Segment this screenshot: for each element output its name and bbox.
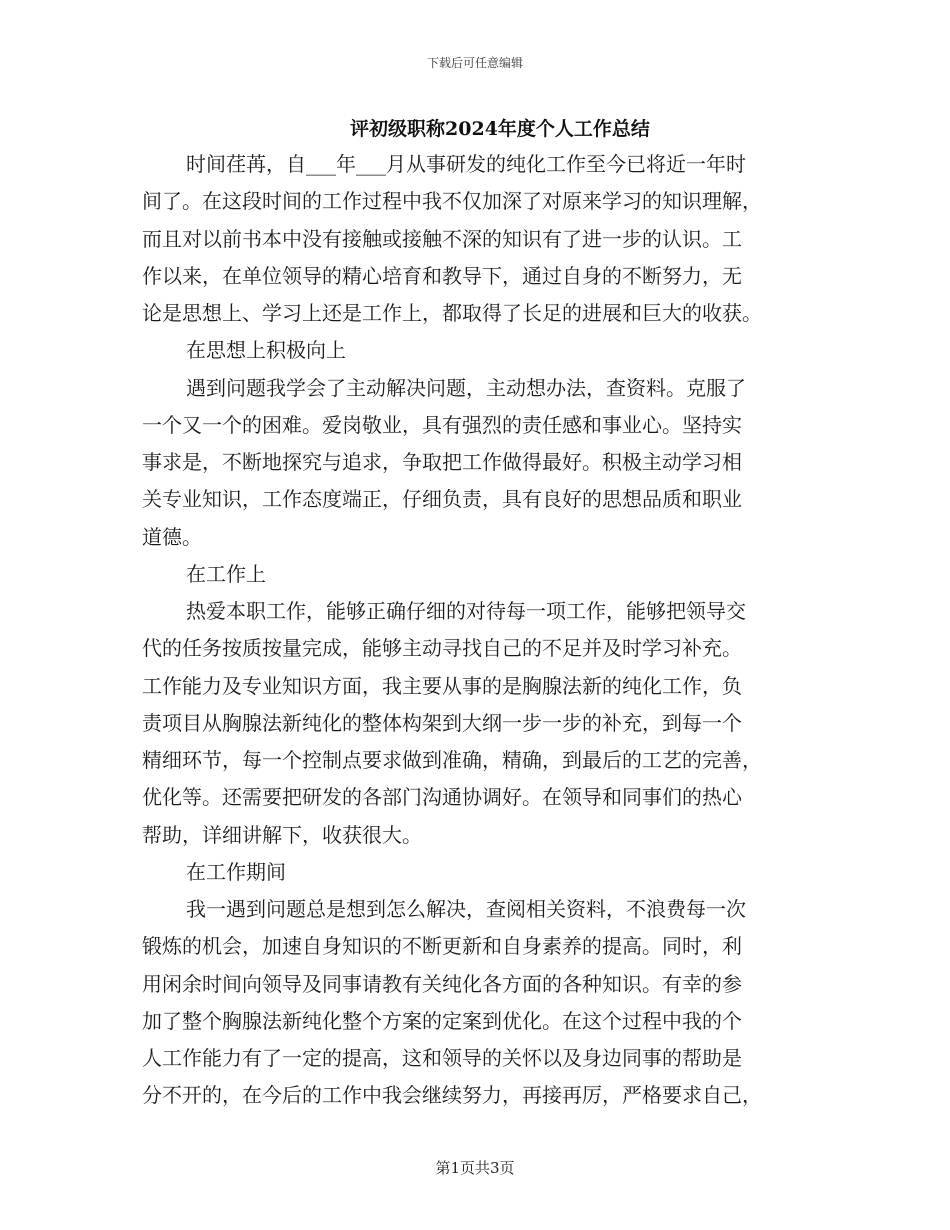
body-line: 道德。 — [142, 524, 202, 549]
body-line: 精细环节，每一个控制点要求做到准确，精确，到最后的工艺的完善， — [142, 748, 762, 772]
body-line: 时间荏苒，自___年___月从事研发的纯化工作至今已将近一年时 — [186, 152, 746, 176]
body-line: 间了。在这段时间的工作过程中我不仅加深了对原来学习的知识理解， — [142, 189, 762, 214]
page-number: 第1页共3页 — [435, 1159, 515, 1177]
body-line: 责项目从胸腺法新纯化的整体构架到大纲一步一步的补充，到每一个 — [142, 710, 742, 735]
body-line: 锻炼的机会，加速自身知识的不断更新和自身素养的提高。同时，利 — [142, 934, 742, 959]
body-line: 一个又一个的困难。爱岗敬业，具有强烈的责任感和事业心。坚持实 — [142, 412, 742, 437]
body-line: 代的任务按质按量完成，能够主动寻找自己的不足并及时学习补充。 — [142, 636, 742, 661]
header-note: 下载后可任意编辑 — [426, 56, 523, 70]
body-line: 优化等。还需要把研发的各部门沟通协调好。在领导和同事们的热心 — [142, 785, 742, 810]
body-line: 而且对以前书本中没有接触或接触不深的知识有了进一步的认识。工 — [142, 226, 742, 251]
body-line: 用闲余时间向领导及同事请教有关纯化各方面的各种知识。有幸的参 — [142, 971, 742, 996]
body-line: 事求是，不断地探究与追求，争取把工作做得最好。积极主动学习相 — [142, 450, 742, 474]
section-heading: 在工作期间 — [186, 859, 286, 884]
body-line: 工作能力及专业知识方面，我主要从事的是胸腺法新的纯化工作，负 — [142, 673, 742, 698]
body-line: 分不开的，在今后的工作中我会继续努力，再接再厉，严格要求自己， — [142, 1083, 762, 1108]
body-line: 论是思想上、学习上还是工作上，都取得了长足的进展和巨大的收获。 — [142, 301, 762, 325]
section-heading: 在思想上积极向上 — [186, 338, 346, 363]
body-line: 热爱本职工作，能够正确仔细的对待每一项工作，能够把领导交 — [186, 599, 746, 623]
document-title: 评初级职称2024年度个人工作总结 — [350, 118, 650, 140]
body-line: 遇到问题我学会了主动解决问题，主动想办法，查资料。克服了 — [186, 375, 746, 400]
body-line: 帮助，详细讲解下，收获很大。 — [142, 822, 422, 847]
body-line: 关专业知识，工作态度端正，仔细负责，具有良好的思想品质和职业 — [142, 487, 742, 512]
document-body — [142, 146, 808, 1115]
body-line: 我一遇到问题总是想到怎么解决，查阅相关资料，不浪费每一次 — [186, 897, 746, 921]
body-line: 人工作能力有了一定的提高，这和领导的关怀以及身边同事的帮助是 — [142, 1046, 742, 1070]
body-line: 作以来，在单位领导的精心培育和教导下，通过自身的不断努力，无 — [142, 263, 742, 288]
body-line: 加了整个胸腺法新纯化整个方案的定案到优化。在这个过程中我的个 — [142, 1008, 742, 1033]
section-heading: 在工作上 — [186, 561, 266, 586]
